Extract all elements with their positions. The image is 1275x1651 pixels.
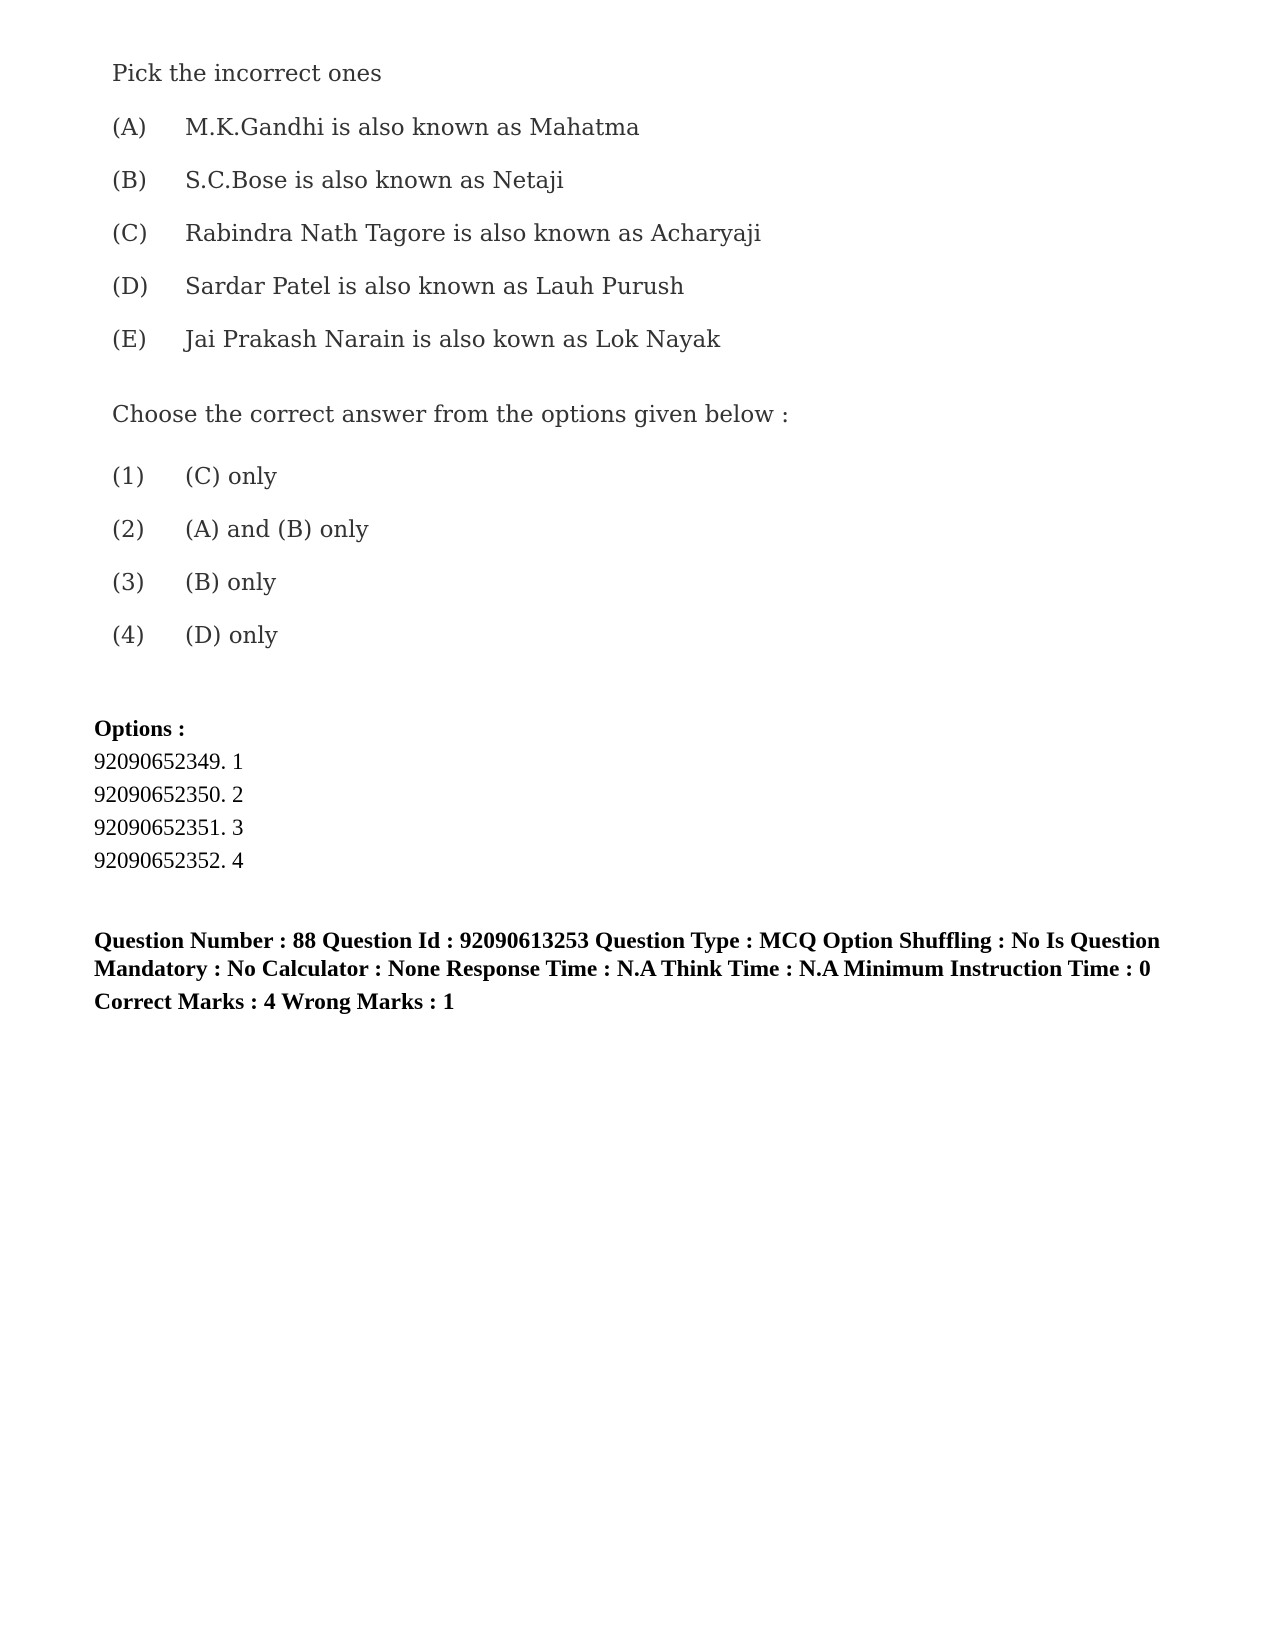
next-question-info: Question Number : 88 Question Id : 92090613253 Question Type : MCQ Option Shuffling : No Is Question Mandatory : No Calculator : None Response Time : N.A Think Time : N.A Minimum Instruction Time : 0 xyxy=(94,928,1161,982)
answer-choice-text: (C) only xyxy=(185,464,277,490)
option-id-row: 92090652352. 4 xyxy=(94,848,244,873)
question-metadata xyxy=(94,712,1184,1017)
answer-choice-label: (4) xyxy=(112,623,145,649)
option-id-row: 92090652350. 2 xyxy=(94,782,244,807)
answer-choice-label: (1) xyxy=(112,464,145,490)
statement-label: (B) xyxy=(112,168,147,194)
statement-label: (A) xyxy=(112,115,147,141)
answer-choice-text: (A) and (B) only xyxy=(185,517,369,543)
statement-label: (C) xyxy=(112,221,148,247)
answer-choice-text: (B) only xyxy=(185,570,277,596)
statement-item xyxy=(112,273,832,301)
statement-text: Sardar Patel is also known as Lauh Purush xyxy=(185,274,685,300)
question-intro: Pick the incorrect ones xyxy=(112,61,382,87)
statement-item xyxy=(112,326,832,354)
question-image xyxy=(112,60,832,650)
answer-choice xyxy=(112,516,832,544)
statement-label: (D) xyxy=(112,274,149,300)
answer-choice xyxy=(112,622,832,650)
options-heading: Options : xyxy=(94,716,186,741)
statement-item xyxy=(112,220,832,248)
marks-info: Correct Marks : 4 Wrong Marks : 1 xyxy=(94,989,455,1015)
answer-choice-list xyxy=(112,463,832,650)
answer-choice xyxy=(112,463,832,491)
statement-text: Jai Prakash Narain is also kown as Lok Nayak xyxy=(185,327,721,353)
answer-choice-text: (D) only xyxy=(185,623,278,649)
statement-text: M.K.Gandhi is also known as Mahatma xyxy=(185,115,640,141)
statement-text: S.C.Bose is also known as Netaji xyxy=(185,168,564,194)
option-id-row: 92090652349. 1 xyxy=(94,749,244,774)
choose-instruction: Choose the correct answer from the options given below : xyxy=(112,402,789,428)
option-id-row: 92090652351. 3 xyxy=(94,815,244,840)
statement-list xyxy=(112,114,832,354)
statement-text: Rabindra Nath Tagore is also known as Acharyaji xyxy=(185,221,762,247)
answer-choice-label: (2) xyxy=(112,517,145,543)
answer-choice xyxy=(112,569,832,597)
statement-item xyxy=(112,114,832,142)
answer-choice-label: (3) xyxy=(112,570,145,596)
statement-label: (E) xyxy=(112,327,147,353)
statement-item xyxy=(112,167,832,195)
